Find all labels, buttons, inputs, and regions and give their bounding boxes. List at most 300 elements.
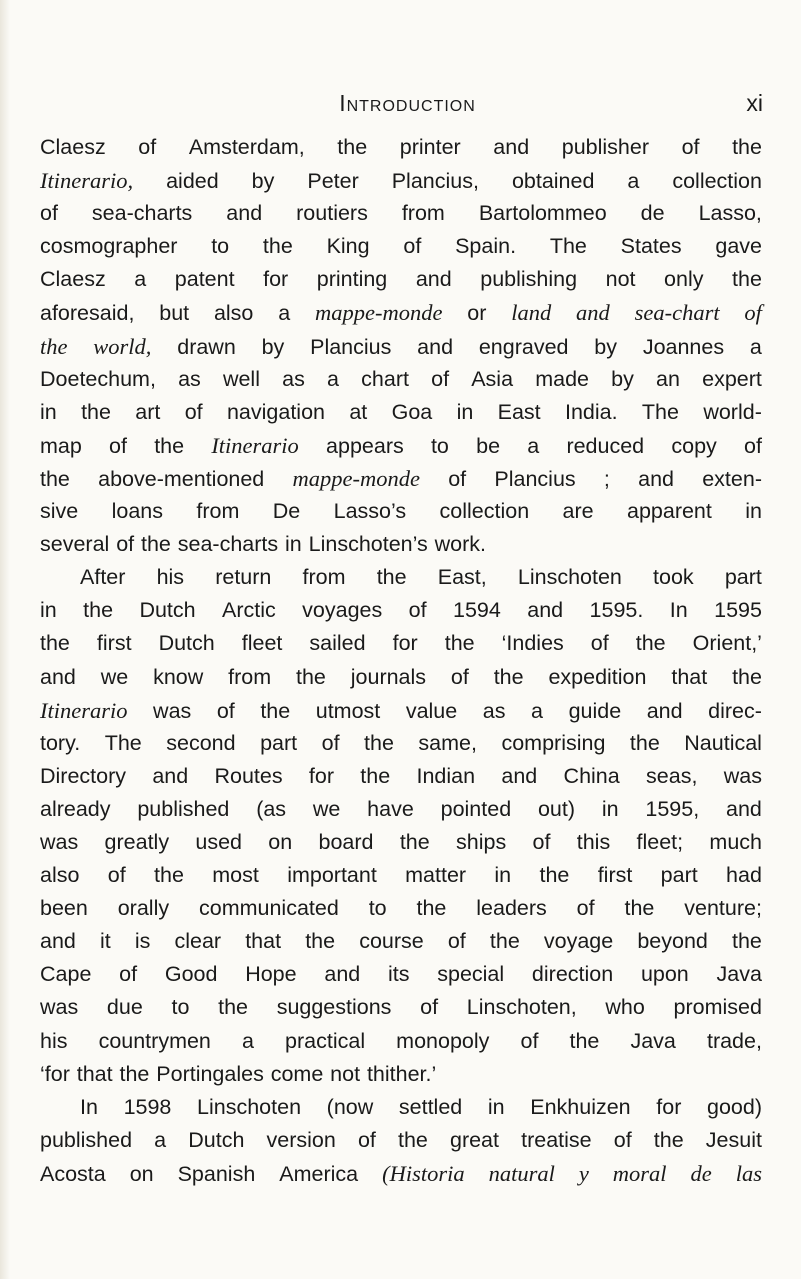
word: value [405, 698, 458, 723]
word: States [620, 234, 682, 259]
word: of [590, 631, 609, 656]
word: part [660, 863, 698, 888]
word: on [268, 829, 293, 854]
word: guide [568, 698, 622, 723]
text-line [40, 164, 762, 197]
word: first [96, 631, 132, 656]
word: De [272, 499, 301, 524]
word: the [260, 698, 291, 723]
word: who [605, 995, 645, 1020]
word: Asia [471, 366, 514, 391]
word: the [569, 1028, 600, 1053]
word: expert [702, 366, 762, 391]
word: direc- [708, 698, 762, 723]
word: this [576, 829, 611, 854]
word: Amsterdam, [188, 135, 305, 159]
word: Spain. [455, 234, 517, 259]
word: we [312, 796, 341, 821]
word: in [745, 499, 762, 524]
word: of [107, 863, 126, 888]
word: in [40, 399, 57, 424]
text-line [40, 561, 762, 594]
word: well [222, 366, 260, 391]
word: in [487, 1094, 505, 1119]
word: the [539, 863, 570, 888]
word: for [656, 1094, 682, 1119]
word: as [282, 366, 305, 391]
word: East, [437, 565, 487, 590]
word: published [137, 796, 230, 821]
word: the [397, 1127, 428, 1152]
word: know [153, 664, 204, 689]
word: the [416, 896, 447, 921]
word: In [669, 598, 688, 623]
word: Bartolommeo [478, 201, 607, 226]
word: of [184, 399, 203, 424]
word: to [430, 433, 449, 458]
word: engraved [478, 334, 569, 359]
word: same, [418, 730, 477, 755]
text-line [40, 627, 762, 660]
word: After [80, 565, 126, 590]
word: (as [256, 796, 287, 821]
word: Orient,’ [692, 631, 762, 656]
text-line [40, 462, 762, 495]
text-line [40, 760, 762, 793]
word: y [578, 1160, 589, 1186]
word: Dutch [188, 1127, 245, 1152]
word: Linschoten, [466, 995, 577, 1020]
word: great [449, 1127, 499, 1152]
word: Indian [416, 763, 476, 788]
word: pointed [440, 796, 512, 821]
word: 1598 [123, 1094, 172, 1119]
word: the [635, 631, 666, 656]
word: and [152, 763, 189, 788]
word: 1595 [714, 598, 762, 623]
word: part [724, 565, 762, 590]
word: a [154, 1127, 167, 1152]
word: seas, [646, 763, 698, 788]
word: Goa [391, 399, 433, 424]
word: Lasso, [698, 201, 762, 226]
word: trade, [706, 1028, 762, 1053]
word: the [262, 234, 293, 259]
text-line [40, 296, 762, 329]
word: ; [603, 466, 610, 491]
word: Peter [307, 169, 359, 194]
word: by [611, 366, 634, 391]
word: utmost [315, 698, 381, 723]
text-line [40, 594, 762, 627]
word: from [228, 664, 272, 689]
word: as [482, 698, 506, 723]
word: collection [672, 169, 762, 194]
text-line [40, 925, 762, 958]
word: Linschoten [517, 565, 622, 590]
word: of [403, 234, 422, 259]
word: only [664, 267, 704, 292]
word: as [178, 366, 201, 391]
word: the [154, 433, 185, 458]
word: for [392, 631, 418, 656]
text-line [40, 330, 762, 363]
word: Portingales [156, 1061, 264, 1086]
word: ships [456, 829, 507, 854]
word: of [321, 730, 340, 755]
word: that [671, 664, 708, 689]
text-line [40, 429, 762, 462]
word: mappe-monde [292, 465, 420, 491]
word: copy [671, 433, 717, 458]
word: cosmographer [40, 234, 178, 259]
word: chart [361, 366, 409, 391]
word: for [263, 267, 289, 292]
word: the [154, 863, 184, 888]
word: Hope [245, 962, 297, 987]
word: was [40, 995, 79, 1020]
word: Itinerario, [40, 168, 134, 194]
word: venture; [684, 896, 762, 921]
word: and [726, 796, 762, 821]
word: the [489, 929, 520, 954]
word: apparent [626, 499, 712, 524]
text-line [40, 991, 762, 1024]
body-text [40, 131, 762, 1190]
word: tory. [40, 730, 81, 755]
word: aforesaid, [40, 301, 135, 326]
word: Linschoten [197, 1094, 302, 1119]
text-line [40, 793, 762, 826]
text-line [40, 727, 762, 760]
word: of [447, 929, 466, 954]
word: was [40, 829, 79, 854]
word: Dutch [139, 598, 196, 623]
word: that [245, 929, 282, 954]
word: sea-charts [91, 201, 193, 226]
word: and [324, 962, 361, 987]
word: and [646, 698, 683, 723]
word: aided [166, 169, 219, 194]
word: fleet; [636, 829, 684, 854]
word: practical [285, 1028, 366, 1053]
word: the [624, 896, 655, 921]
text-line [40, 1025, 762, 1058]
text-line [40, 131, 762, 164]
text-line [40, 263, 762, 296]
word: and [501, 763, 538, 788]
word: Claesz [40, 135, 106, 159]
word: not [605, 267, 636, 292]
word: land [511, 300, 552, 326]
word: Java [630, 1028, 676, 1053]
word: In [80, 1094, 98, 1119]
word: 1595. [589, 598, 644, 623]
word: good) [706, 1094, 762, 1119]
word: upon [640, 962, 689, 987]
word: the [40, 466, 70, 491]
word: the [83, 598, 114, 623]
word: and [576, 300, 610, 326]
text-line [40, 1124, 762, 1157]
word: on [129, 1161, 154, 1186]
word: navigation [226, 399, 325, 424]
text-line [40, 230, 762, 263]
word: the [360, 763, 391, 788]
word: the [40, 333, 68, 359]
word: the [141, 532, 171, 557]
word: in [40, 598, 57, 623]
word: King [326, 234, 370, 259]
word: settled [398, 1094, 463, 1119]
word: Enkhuizen [530, 1094, 631, 1119]
word: routiers [296, 201, 368, 226]
word: of [216, 698, 235, 723]
word: of [431, 366, 450, 391]
text-line [40, 363, 762, 396]
word: from [196, 499, 240, 524]
word: and [638, 466, 674, 491]
word: the [40, 631, 70, 656]
word: to [211, 234, 230, 259]
word: part [260, 730, 298, 755]
word: (now [326, 1094, 374, 1119]
word: map [40, 433, 82, 458]
word: Nautical [684, 730, 762, 755]
word: of [116, 532, 135, 557]
word: it [99, 929, 111, 954]
word: of [448, 466, 467, 491]
word: to [171, 995, 190, 1020]
word: America [279, 1161, 359, 1186]
page-gutter-shadow [0, 0, 10, 1279]
word: moral [612, 1160, 667, 1186]
word: of [681, 135, 700, 159]
word: sailed [309, 631, 366, 656]
word: Java [716, 962, 762, 987]
word: obtained [511, 169, 595, 194]
word: Directory [40, 763, 127, 788]
word: the [305, 929, 336, 954]
word: his [40, 1028, 68, 1053]
text-line [40, 197, 762, 230]
word: return [215, 565, 272, 590]
word: in [285, 532, 302, 557]
word: but [159, 301, 190, 326]
word: suggestions [276, 995, 392, 1020]
word: much [709, 829, 762, 854]
word: Arctic [222, 598, 276, 623]
word: course [359, 929, 424, 954]
word: of [744, 433, 762, 458]
word: first [597, 863, 633, 888]
word: the [81, 399, 111, 424]
word: Cape [40, 962, 92, 987]
word: in [456, 399, 474, 424]
word: in [494, 863, 512, 888]
word: Itinerario [211, 432, 299, 458]
word: natural [488, 1160, 555, 1186]
word: a [134, 267, 147, 292]
word: at [349, 399, 368, 424]
word: published [40, 1127, 133, 1152]
word: ‘Indies [501, 631, 564, 656]
word: already [40, 796, 111, 821]
word: took [653, 565, 694, 590]
word: 1595, [645, 796, 700, 821]
running-head [40, 88, 763, 118]
word: de [690, 1160, 712, 1186]
word: reduced [566, 433, 645, 458]
text-line [40, 661, 762, 694]
word: of [520, 1028, 539, 1053]
word: the [399, 829, 430, 854]
word: a [627, 169, 640, 194]
word: made [535, 366, 589, 391]
word: to [368, 896, 387, 921]
word: and [40, 664, 76, 689]
word: Lasso’s [333, 499, 407, 524]
word: the [444, 631, 475, 656]
word: special [437, 962, 505, 987]
word: by [594, 334, 618, 359]
text-line [40, 826, 762, 859]
word: Plancius [310, 334, 392, 359]
word: or [467, 301, 487, 326]
word: board [318, 829, 374, 854]
word: and [527, 598, 564, 623]
word: communicated [198, 896, 339, 921]
word: de [640, 201, 665, 226]
text-line [40, 1157, 762, 1190]
word: (Historia [382, 1160, 465, 1186]
word: promised [673, 995, 762, 1020]
word: and [40, 929, 76, 954]
text-line [40, 958, 762, 991]
word: the [732, 929, 762, 954]
word: out) [537, 796, 576, 821]
word: of [119, 962, 138, 987]
word: of [138, 135, 157, 159]
word: the [296, 664, 326, 689]
word: of [40, 201, 58, 226]
word: loans [111, 499, 164, 524]
word: from [302, 565, 346, 590]
word: Routes [214, 763, 283, 788]
word: the [119, 1061, 150, 1086]
word: been [40, 896, 88, 921]
word: Plancius [494, 466, 576, 491]
word: a [749, 334, 762, 359]
word: above-mentioned [98, 466, 265, 491]
word: patent [174, 267, 235, 292]
word: Plancius, [391, 169, 479, 194]
word: publishing [480, 267, 578, 292]
text-line [40, 694, 762, 727]
word: not [330, 1061, 361, 1086]
word: of [408, 598, 427, 623]
word: a [278, 301, 291, 326]
word: also [40, 863, 80, 888]
word: thither.’ [366, 1061, 437, 1086]
word: Itinerario [40, 697, 128, 723]
word: have [367, 796, 414, 821]
word: most [212, 863, 259, 888]
word: version [266, 1127, 336, 1152]
word: drawn [177, 334, 236, 359]
word: by [261, 334, 285, 359]
word: we [100, 664, 129, 689]
word: countrymen [98, 1028, 211, 1053]
word: the [493, 664, 524, 689]
word: clear [174, 929, 222, 954]
word: and [415, 267, 452, 292]
word: direction [531, 962, 614, 987]
word: voyages [302, 598, 383, 623]
text-line [40, 495, 762, 528]
word: used [195, 829, 242, 854]
word: printing [316, 267, 388, 292]
word: several [40, 532, 110, 557]
word: The [104, 730, 142, 755]
word: Joannes [642, 334, 725, 359]
word: the [732, 664, 762, 689]
word: art [135, 399, 161, 424]
word: the [629, 730, 660, 755]
word: world, [93, 333, 152, 359]
word: comprising [501, 730, 606, 755]
word: of [532, 829, 551, 854]
word: publisher [561, 135, 649, 159]
word: Linschoten’s [308, 532, 428, 557]
word: due [106, 995, 143, 1020]
word: Claesz [40, 267, 106, 292]
word: collection [439, 499, 530, 524]
word: mappe-monde [314, 300, 443, 326]
word: India. [564, 399, 618, 424]
word: the [376, 565, 407, 590]
word: las [735, 1160, 762, 1186]
text-line [40, 859, 762, 892]
word: second [166, 730, 236, 755]
word: the [218, 995, 248, 1020]
word: Spanish [177, 1161, 256, 1186]
word: and [226, 201, 263, 226]
word: voyage [543, 929, 614, 954]
word: and [417, 334, 454, 359]
word: matter [405, 863, 467, 888]
word: in [601, 796, 619, 821]
word: its [387, 962, 410, 987]
word: be [476, 433, 501, 458]
word: important [287, 863, 377, 888]
word: come [270, 1061, 324, 1086]
word: a [527, 433, 540, 458]
word: also [213, 301, 254, 326]
word: beyond [637, 929, 708, 954]
page-number: xi [746, 90, 763, 116]
word: monopoly [396, 1028, 490, 1053]
word: Acosta [40, 1161, 106, 1186]
word: sea-chart [634, 300, 720, 326]
word: a [531, 698, 544, 723]
word: treatise [521, 1127, 592, 1152]
text-line [40, 892, 762, 925]
word: printer [399, 135, 461, 159]
word: ‘for [40, 1061, 70, 1086]
word: from [401, 201, 445, 226]
word: by [251, 169, 275, 194]
